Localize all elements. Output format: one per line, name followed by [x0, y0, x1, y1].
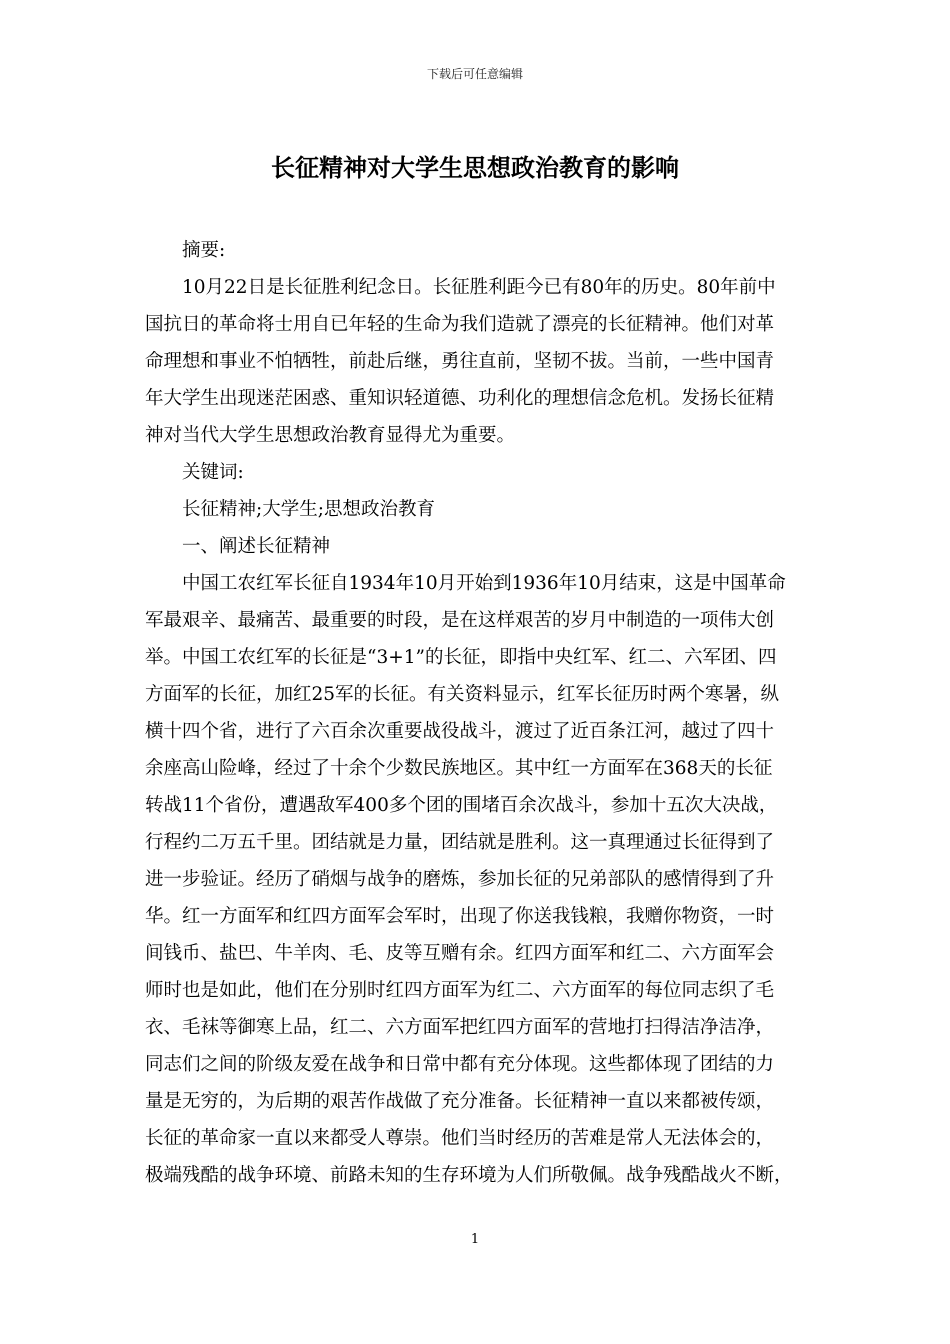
text-line: 进一步验证。经历了硝烟与战争的磨炼，参加长征的兄弟部队的感情得到了升 [145, 869, 775, 890]
abstract-paragraph [145, 269, 810, 454]
text-line: 同志们之间的阶级友爱在战争和日常中都有充分体现。这些都体现了团结的力 [145, 1054, 775, 1075]
text-line: 华。红一方面军和红四方面军会军时，出现了你送我钱粮，我赠你物资，一时 [145, 906, 775, 927]
text-line: 军最艰辛、最痛苦、最重要的时段，是在这样艰苦的岁月中制造的一项伟大创 [145, 610, 775, 631]
text-line: 年大学生出现迷茫困惑、重知识轻道德、功利化的理想信念危机。发扬长征精 [145, 388, 775, 409]
text-line: 余座高山险峰，经过了十余个少数民族地区。其中红一方面军在368天的长征 [145, 758, 773, 779]
text-line: 量是无穷的，为后期的艰苦作战做了充分准备。长征精神一直以来都被传颂， [145, 1091, 775, 1112]
text-line: 行程约二万五千里。团结就是力量，团结就是胜利。这一真理通过长征得到了 [145, 832, 775, 853]
text-line: 长征的革命家一直以来都受人尊崇。他们当时经历的苦难是常人无法体会的， [145, 1128, 775, 1149]
text-line: 命理想和事业不怕牺牲，前赴后继，勇往直前，坚韧不拔。当前，一些中国青 [145, 351, 775, 372]
text-line: 极端残酷的战争环境、前路未知的生存环境为人们所敬佩。战争残酷战火不断， [145, 1165, 793, 1186]
text-line: 衣、毛袜等御寒上品，红二、六方面军把红四方面军的营地打扫得洁净洁净， [145, 1017, 775, 1038]
document-title: 长征精神对大学生思想政治教育的影响 [271, 154, 679, 182]
text-line: 间钱币、盐巴、牛羊肉、毛、皮等互赠有余。红四方面军和红二、六方面军会 [145, 943, 775, 964]
page-header: 下载后可任意编辑 [426, 67, 523, 81]
text-line: 方面军的长征，加红25军的长征。有关资料显示，红军长征历时两个寒暑，纵 [145, 684, 780, 705]
page-number: 1 [470, 1232, 480, 1247]
text-line: 横十四个省，进行了六百余次重要战役战斗，渡过了近百条江河，越过了四十 [145, 721, 775, 742]
keywords-label: 关键词: [182, 462, 244, 483]
section-paragraph [145, 565, 810, 1194]
text-line: 中国工农红军长征自1934年10月开始到1936年10月结束，这是中国革命 [182, 573, 786, 594]
text-line: 师时也是如此，他们在分别时红四方面军为红二、六方面军的每位同志织了毛 [145, 980, 775, 1001]
text-line: 10月22日是长征胜利纪念日。长征胜利距今已有80年的历史。80年前中 [182, 277, 776, 298]
abstract-label: 摘要: [182, 240, 226, 261]
keywords-text: 长征精神;大学生;思想政治教育 [182, 499, 435, 520]
text-line: 举。中国工农红军的长征是“3+1”的长征，即指中央红军、红二、六军团、四 [145, 647, 777, 668]
section-heading: 一、阐述长征精神 [182, 536, 331, 557]
text-line: 国抗日的革命将士用自已年轻的生命为我们造就了漂亮的长征精神。他们对革 [145, 314, 775, 335]
text-line: 转战11个省份，遭遇敌军400多个团的围堵百余次战斗，参加十五次大决战， [145, 795, 778, 816]
document-body [145, 232, 810, 1194]
text-line: 神对当代大学生思想政治教育显得尤为重要。 [145, 425, 516, 446]
